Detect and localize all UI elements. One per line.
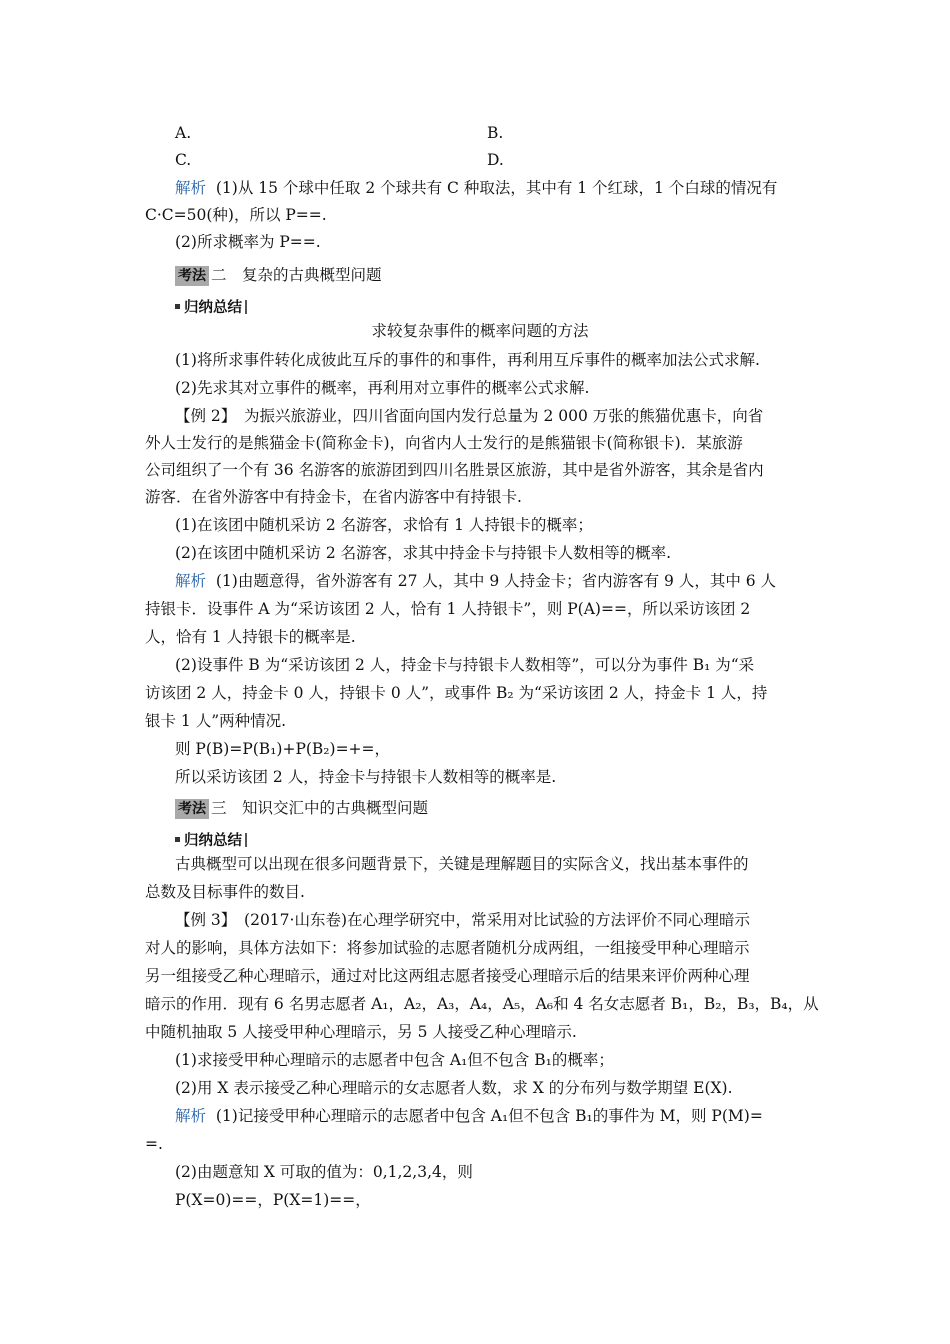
example-3-line-3: 另一组接受乙种心理暗示，通过对比这两组志愿者接受心理暗示后的结果来评价两种心理 [145, 967, 750, 985]
summary-label: 归纳总结 [184, 833, 242, 849]
example-2-question-2: (2)在该团中随机采访 2 名游客，求其中持金卡与持银卡人数相等的概率. [175, 544, 672, 562]
example-3-line-5: 中随机抽取 5 人接受甲种心理暗示，另 5 人接受乙种心理暗示. [145, 1023, 577, 1041]
example-2-line-3: 公司组织了一个有 36 名游客的旅游团到四川名胜景区旅游，其中是省外游客，其余是省内 [145, 461, 764, 479]
square-bullet-icon [175, 304, 180, 309]
square-bullet-icon [175, 837, 180, 842]
example-3-line-2: 对人的影响，具体方法如下：将参加试验的志愿者随机分成两组，一组接受甲种心理暗示 [145, 939, 750, 957]
example-3-line-4: 暗示的作用．现有 6 名男志愿者 A₁，A₂，A₃，A₄，A₅，A₆和 4 名女志愿者 B₁，B₂，B₃，B₄，从 [145, 995, 819, 1013]
solution-label: 解析 [175, 572, 207, 590]
summary-label: 归纳总结 [184, 300, 242, 316]
solution-2-line-4: (2)设事件 B 为“采访该团 2 人，持金卡与持银卡人数相等”，可以分为事件 B₁ 为“采 [175, 656, 755, 674]
solution-label: 解析 [175, 1107, 207, 1125]
method-tag: 考法 [175, 266, 209, 286]
solution-2-line-5: 访该团 2 人，持金卡 0 人，持银卡 0 人”，或事件 B₂ 为“采访该团 2 人，持金卡 1 人，持 [145, 684, 768, 702]
solution-2-line-6: 银卡 1 人”两种情况. [145, 712, 287, 730]
example-3-line-1: 【例 3】 (2017·山东卷)在心理学研究中，常采用对比试验的方法评价不同心理暗示 [175, 911, 751, 929]
method-3-paragraph-line-2: 总数及目标事件的数目. [145, 883, 305, 901]
solution-3-line-4: P(X=0)==，P(X=1)==， [175, 1191, 371, 1209]
method-2-point-2: (2)先求其对立事件的概率，再利用对立事件的概率公式求解. [175, 379, 590, 397]
method-title: 二 复杂的古典概型问题 [211, 266, 382, 284]
solution-3-line-2: =. [145, 1135, 163, 1153]
option-b: B. [487, 124, 504, 142]
example-3-question-2: (2)用 X 表示接受乙种心理暗示的女志愿者人数，求 X 的分布列与数学期望 E(X). [175, 1079, 733, 1097]
solution-1-line-2: C·C=50(种)，所以 P==. [145, 206, 327, 224]
divider-bar-icon [245, 833, 247, 847]
method-3-paragraph-line-1: 古典概型可以出现在很多问题背景下，关键是理解题目的实际含义，找出基本事件的 [175, 855, 749, 873]
option-a: A. [175, 124, 192, 142]
solution-2-line-3: 人，恰有 1 人持银卡的概率是. [145, 628, 356, 646]
solution-text: (1)从 15 个球中任取 2 个球共有 C 种取法，其中有 1 个红球，1 个白球的情况有 [215, 179, 778, 197]
summary-heading [175, 296, 247, 317]
divider-bar-icon [245, 300, 247, 314]
solution-3-line-3: (2)由题意知 X 可取的值为：0,1,2,3,4，则 [175, 1163, 473, 1181]
option-c: C. [175, 151, 192, 169]
method-tag: 考法 [175, 799, 209, 819]
example-3-question-1: (1)求接受甲种心理暗示的志愿者中包含 A₁但不包含 B₁的概率； [175, 1051, 614, 1069]
solution-1-line-1 [175, 177, 777, 199]
solution-2-line-7: 则 P(B)=P(B₁)+P(B₂)=+=， [175, 740, 391, 758]
method-3-heading [175, 797, 428, 819]
method-2-point-1: (1)将所求事件转化成彼此互斥的事件的和事件，再利用互斥事件的概率加法公式求解. [175, 351, 760, 369]
example-2-line-1: 【例 2】 为振兴旅游业，四川省面向国内发行总量为 2 000 万张的熊猫优惠卡，向省 [175, 407, 764, 425]
solution-2-line-2: 持银卡．设事件 A 为“采访该团 2 人，恰有 1 人持银卡”，则 P(A)==，所以采访该团 2 [145, 600, 751, 618]
option-d: D. [487, 151, 504, 169]
summary-heading [175, 829, 247, 850]
method-2-heading [175, 264, 382, 286]
solution-3-line-1 [175, 1105, 763, 1127]
example-2-line-4: 游客．在省外游客中有持金卡，在省内游客中有持银卡. [145, 488, 522, 506]
solution-label: 解析 [175, 179, 207, 197]
method-2-center-title: 求较复杂事件的概率问题的方法 [371, 322, 589, 340]
solution-text: (1)记接受甲种心理暗示的志愿者中包含 A₁但不包含 B₁的事件为 M，则 P(M)= [215, 1107, 763, 1125]
example-2-question-1: (1)在该团中随机采访 2 名游客，求恰有 1 人持银卡的概率； [175, 516, 593, 534]
example-2-line-2: 外人士发行的是熊猫金卡(简称金卡)，向省内人士发行的是熊猫银卡(简称银卡)．某旅游 [145, 434, 743, 452]
solution-text: (1)由题意得，省外游客有 27 人，其中 9 人持金卡；省内游客有 9 人，其中 6 人 [215, 572, 777, 590]
method-title: 三 知识交汇中的古典概型问题 [211, 799, 429, 817]
solution-1-line-3: (2)所求概率为 P==. [175, 233, 321, 251]
solution-2-line-1 [175, 570, 776, 592]
solution-2-line-8: 所以采访该团 2 人，持金卡与持银卡人数相等的概率是. [175, 768, 557, 786]
